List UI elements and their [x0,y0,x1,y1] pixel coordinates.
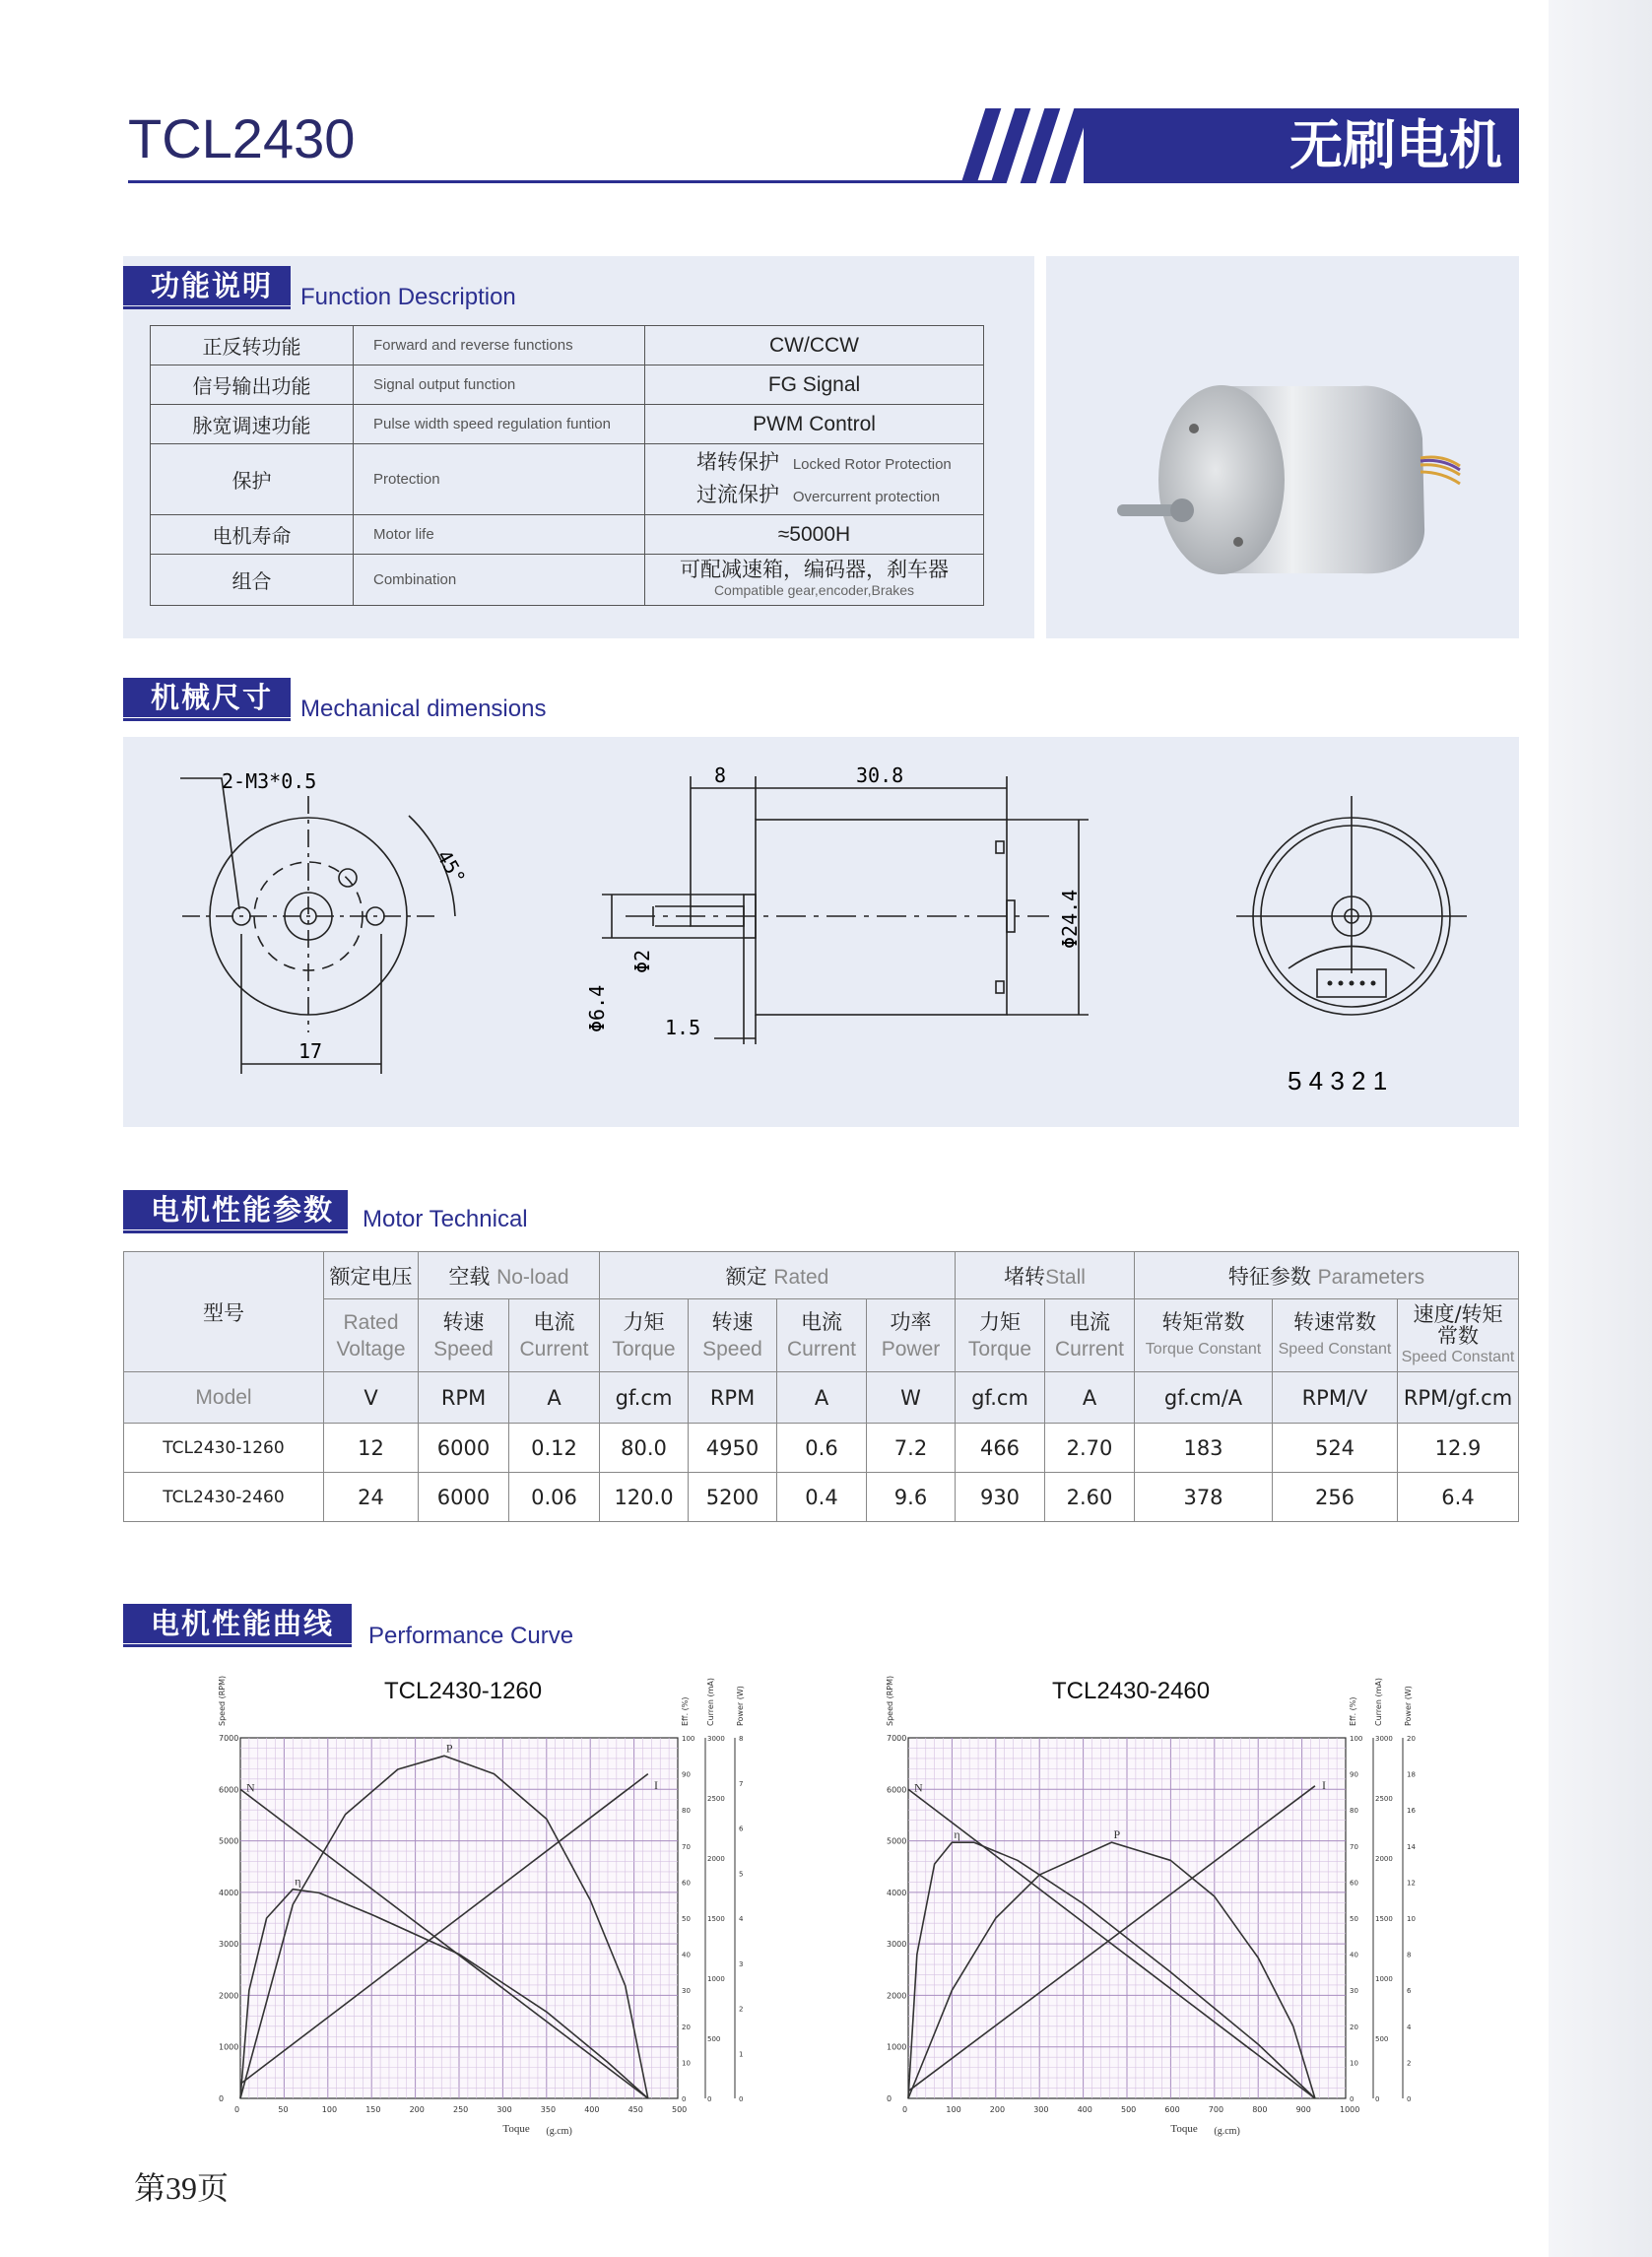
eff-tick-label: 20 [1350,2023,1358,2031]
svg-text:30.8: 30.8 [856,763,904,787]
series-label-P: P [1113,1827,1121,1842]
power-tick-label: 1 [739,2050,744,2059]
page-edge-strip [1549,0,1652,2257]
eff-axis-label: Eff. (%) [681,1696,690,1726]
chart-title: TCL2430-2460 [1052,1678,1211,1704]
y-tick-label: 6000 [219,1785,239,1795]
current-tick-label: 0 [1375,2095,1380,2103]
power-tick-label: 18 [1407,1770,1416,1779]
current-tick-label: 500 [707,2035,721,2043]
power-tick-label: 16 [1407,1807,1416,1816]
x-tick-label: 350 [540,2105,557,2114]
x-tick-label: 400 [584,2105,600,2114]
current-tick-label: 2500 [707,1795,725,1803]
svg-text:17: 17 [298,1039,323,1063]
current-tick-label: 500 [1375,2035,1389,2043]
x-tick-label: 700 [1208,2105,1224,2114]
y-tick-label: 0 [219,2094,225,2103]
performance-chart-1260 [217,1665,808,2148]
series-label-I: I [654,1778,658,1792]
svg-text:5 4 3 2 1: 5 4 3 2 1 [1288,1066,1388,1095]
x-axis-unit: (g.cm) [1214,2126,1240,2137]
eff-tick-label: 60 [682,1879,691,1888]
y-tick-label: 5000 [219,1836,239,1846]
power-tick-label: 0 [739,2095,744,2103]
y-tick-label: 5000 [887,1836,907,1846]
x-tick-label: 200 [409,2105,425,2114]
y-tick-label: 2000 [887,1991,907,2001]
y-tick-label: 0 [887,2094,892,2103]
x-tick-label: 200 [989,2105,1006,2114]
eff-axis-label: Eff. (%) [1349,1696,1357,1726]
series-label-η: η [954,1827,960,1842]
y-tick-label: 7000 [219,1734,239,1743]
x-tick-label: 300 [1033,2105,1049,2114]
current-axis-label: Curren (mA) [706,1678,715,1726]
current-tick-label: 0 [707,2095,712,2103]
curve-title: 电机性能曲线 [123,1604,352,1643]
x-tick-label: 250 [453,2105,469,2114]
x-tick-label: 0 [902,2105,908,2114]
x-tick-label: 500 [1121,2105,1137,2114]
power-tick-label: 14 [1407,1842,1416,1851]
power-tick-label: 7 [739,1779,744,1788]
eff-tick-label: 30 [1350,1987,1358,1996]
series-label-N: N [246,1780,255,1795]
curve-title-en: Performance Curve [368,1623,574,1649]
power-tick-label: 4 [1407,2023,1412,2031]
x-tick-label: 100 [321,2105,338,2114]
mechanical-title: 机械尺寸 [123,678,291,717]
eff-tick-label: 70 [682,1842,691,1851]
svg-text:Φ6.4: Φ6.4 [585,984,609,1032]
current-tick-label: 1500 [707,1915,725,1923]
units-row: Model V RPM A gf.cm RPM A W gf.cm A gf.cm/A RPM/V RPM/gf.cm [124,1372,1519,1424]
table-row: TCL2430-2460 24 6000 0.06 120.0 5200 0.4 9.6 930 2.60 378 256 6.4 [124,1473,1519,1522]
power-axis-label: Power (W) [736,1686,745,1726]
y-tick-label: 1000 [887,2042,907,2052]
svg-text:Φ2: Φ2 [630,949,654,973]
eff-tick-label: 90 [1350,1770,1358,1779]
y-tick-label: 1000 [219,2042,239,2052]
power-tick-label: 10 [1407,1915,1416,1923]
x-tick-label: 450 [628,2105,643,2114]
x-tick-label: 150 [365,2105,381,2114]
eff-tick-label: 40 [1350,1951,1358,1959]
eff-tick-label: 100 [1350,1735,1363,1743]
x-tick-label: 1000 [1340,2105,1360,2114]
mechanical-panel [123,737,1519,1127]
current-axis-label: Curren (mA) [1374,1678,1383,1726]
eff-tick-label: 80 [682,1807,691,1816]
current-tick-label: 3000 [1375,1735,1393,1743]
y-tick-label: 6000 [887,1785,907,1795]
x-tick-label: 900 [1295,2105,1311,2114]
current-tick-label: 2000 [707,1855,725,1863]
technical-table: 型号 额定电压 空载 No-load 额定 Rated 堵转Stall 特征参数 Parameters Rated Voltage 转速 Speed 电流 Current 力矩 Torque 转速 Speed 电流 Current 功率 Power 力矩 Torque 电流 Current 转矩常数 Torque Constant 转速常数 Speed Constant 速度/转矩 常数 Speed Constant Model V RPM A gf.cm RPM A W gf.cm A gf.cm/A RPM/V RPM/gf.cm TCL2430-1260 12 6000 0.12 80.0 4950 0.6 7.2 466 2.70 183 524 12.9 TCL2430-2460 24 6000 0.06 120.0 5200 0.4 9.6 930 2.60 378 256 6.4 [123,1251,1519,1522]
x-tick-label: 50 [278,2105,289,2114]
eff-tick-label: 10 [682,2059,691,2068]
current-tick-label: 1500 [1375,1915,1393,1923]
function-title-en: Function Description [300,284,516,310]
series-label-I: I [1322,1778,1326,1792]
x-axis-label: Toque [502,2123,530,2135]
current-tick-label: 3000 [707,1735,725,1743]
technical-title-en: Motor Technical [363,1206,528,1232]
power-tick-label: 4 [739,1915,744,1923]
mechanical-title-en: Mechanical dimensions [300,696,547,722]
x-tick-label: 800 [1252,2105,1268,2114]
y-tick-label: 4000 [219,1888,239,1897]
table-row: 正反转功能 Forward and reverse functions CW/CCW [151,326,984,365]
eff-tick-label: 50 [682,1915,691,1923]
power-tick-label: 8 [1407,1951,1412,1959]
y-tick-label: 7000 [887,1734,907,1743]
y-tick-label: 4000 [887,1888,907,1897]
x-tick-label: 500 [672,2105,688,2114]
eff-tick-label: 40 [682,1951,691,1959]
y-tick-label: 3000 [887,1940,907,1950]
eff-tick-label: 30 [682,1987,691,1996]
power-axis-label: Power (W) [1404,1686,1413,1726]
eff-tick-label: 20 [682,2023,691,2031]
svg-text:Φ24.4: Φ24.4 [1058,889,1082,949]
eff-tick-label: 0 [1350,2095,1355,2103]
y-axis-label: Speed (RPM) [218,1675,227,1726]
table-row: 电机寿命 Motor life ≈5000H [151,515,984,555]
y-tick-label: 3000 [219,1940,239,1950]
eff-tick-label: 80 [1350,1807,1358,1816]
technical-title: 电机性能参数 [123,1190,348,1229]
table-row: 保护 Protection 堵转保护 Locked Rotor Protection 过流保护 Overcurrent protection [151,444,984,515]
power-tick-label: 0 [1407,2095,1412,2103]
series-label-N: N [914,1780,923,1795]
series-label-η: η [295,1874,301,1889]
power-tick-label: 6 [739,1825,744,1833]
svg-text:8: 8 [714,763,727,787]
model-title: TCL2430 [128,107,356,169]
eff-tick-label: 50 [1350,1915,1358,1923]
motor-photo [1046,256,1519,638]
current-tick-label: 2500 [1375,1795,1393,1803]
svg-text:1.5: 1.5 [665,1016,701,1039]
eff-tick-label: 10 [1350,2059,1358,2068]
power-tick-label: 3 [739,1959,744,1968]
function-title: 功能说明 [123,266,291,305]
eff-tick-label: 90 [682,1770,691,1779]
eff-tick-label: 60 [1350,1879,1358,1888]
motor-photo-panel [1046,256,1519,638]
power-tick-label: 2 [739,2005,744,2014]
title-underline [128,180,995,183]
eff-tick-label: 0 [682,2095,687,2103]
function-table [150,325,984,606]
x-tick-label: 400 [1077,2105,1092,2114]
page-number: 第39页 [134,2170,230,2206]
eff-tick-label: 100 [682,1735,695,1743]
x-axis-unit: (g.cm) [546,2126,572,2137]
x-tick-label: 100 [946,2105,961,2114]
x-tick-label: 300 [496,2105,512,2114]
current-tick-label: 2000 [1375,1855,1393,1863]
x-tick-label: 600 [1164,2105,1180,2114]
power-tick-label: 5 [739,1870,744,1879]
power-tick-label: 12 [1407,1879,1416,1888]
current-tick-label: 1000 [1375,1975,1393,1983]
table-row: 组合 Combination 可配减速箱，编码器，刹车器 Compatible gear,encoder,Brakes [151,555,984,606]
power-tick-label: 2 [1407,2059,1412,2068]
svg-text:45°: 45° [431,845,471,889]
power-tick-label: 20 [1407,1735,1416,1743]
series-label-P: P [445,1741,453,1756]
table-row: 脉宽调速功能 Pulse width speed regulation funtion PWM Control [151,405,984,444]
table-row: 信号输出功能 Signal output function FG Signal [151,365,984,405]
table-row: TCL2430-1260 12 6000 0.12 80.0 4950 0.6 7.2 466 2.70 183 524 12.9 [124,1424,1519,1473]
y-tick-label: 2000 [219,1991,239,2001]
performance-chart-2460 [885,1665,1476,2148]
current-tick-label: 1000 [707,1975,725,1983]
y-axis-label: Speed (RPM) [886,1675,894,1726]
chart-title: TCL2430-1260 [384,1678,543,1704]
x-axis-label: Toque [1170,2123,1198,2135]
power-tick-label: 6 [1407,1987,1412,1996]
x-tick-label: 0 [234,2105,240,2114]
power-tick-label: 8 [739,1735,744,1743]
svg-text:2-M3*0.5: 2-M3*0.5 [222,769,317,793]
category-label: 无刷电机 [1289,114,1502,176]
eff-tick-label: 70 [1350,1842,1358,1851]
mechanical-drawing [123,737,1519,1127]
